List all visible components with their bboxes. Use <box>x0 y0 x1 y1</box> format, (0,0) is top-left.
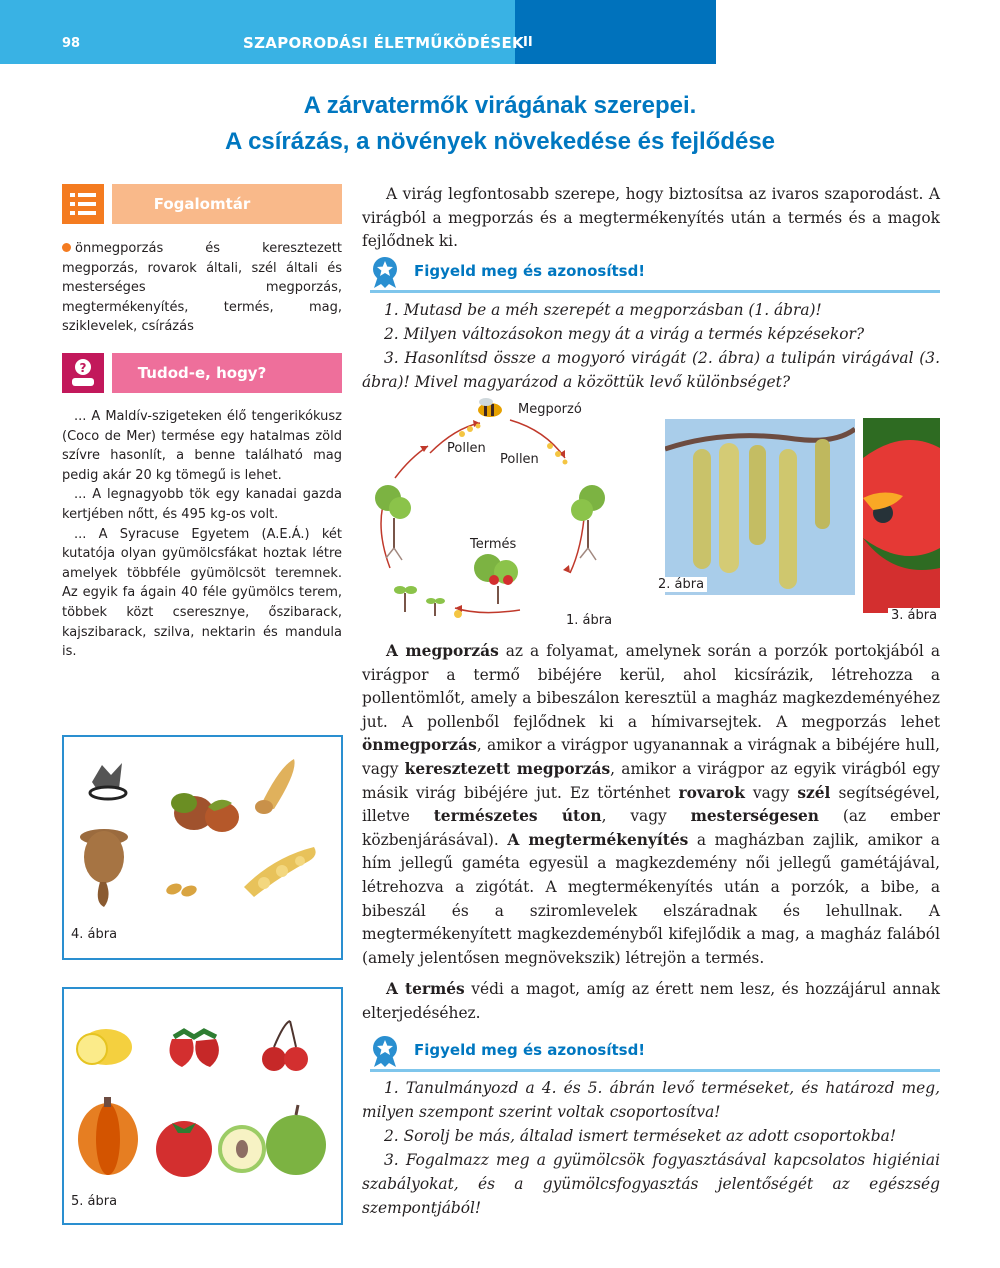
tomato-icon <box>156 1121 212 1177</box>
body-text: védi a magot, amíg az érett nem lesz, és hozzájárul annak elterjedéséhez. <box>362 980 940 1022</box>
task-box-1-divider <box>370 290 940 293</box>
task-item: 3. Hasonlítsd össze a mogyoró virágát (2. ábra) a tulipán virágával (3. ábra)! Mivel magyarázod a közöttük levő különbséget? <box>362 349 940 391</box>
plant-icon <box>571 485 605 560</box>
figure-3-tulip-photo <box>863 418 940 613</box>
wheat-grain-icon <box>165 882 198 899</box>
ribbon-badge-icon <box>370 1035 400 1067</box>
task-box-1-heading: Figyeld meg és azonosítsd! <box>414 262 646 280</box>
body-text: (az ember közbenjárásával). <box>362 807 940 849</box>
chapter-number: II <box>523 35 533 50</box>
label-termes: Termés <box>470 537 517 552</box>
hazelnut-icon <box>171 793 239 832</box>
list-icon <box>62 184 104 224</box>
task-box-2-items <box>362 1076 940 1220</box>
figure-5-illustration <box>64 989 341 1189</box>
task-box-1-items <box>362 298 940 394</box>
poppy-capsule-icon <box>80 829 128 907</box>
sunflower-seed-icon <box>90 763 126 799</box>
cherry-icon <box>262 1021 308 1071</box>
body-text: , amikor a virágpor ugyanannak a virágnak a bibéjére hull, vagy <box>362 736 940 778</box>
did-you-know-heading: Tudod-e, hogy? <box>137 364 267 382</box>
did-you-know-box-header <box>62 353 342 393</box>
glossary-box-header <box>62 184 342 224</box>
task-box-2-heading: Figyeld meg és azonosítsd! <box>414 1041 646 1059</box>
fact-item: ... A legnagyobb tök egy kanadai gazda kertjében nőtt, és 495 kg-os volt. <box>62 487 342 522</box>
body-text: a magházban zajlik, amikor a hím jellegű gaméta egyesül a magkezdemény női jellegű gamétájával, létrehozva a zigótát. A megtermékenyítés után a porzók, a bibe, a bibeszál és a sziromlevelek elszáradnak és lehullnak. A megtermékenyített magkezdeményből kifejlődik a mag, a magház falából (amely jelentősen megnövekszik) létrejön a termés. <box>362 830 940 967</box>
seedling-icon <box>394 586 462 618</box>
task-item: 1. Mutasd be a méh szerepét a megporzásban (1. ábra)! <box>384 301 822 319</box>
svg-text:?: ? <box>79 361 87 375</box>
figure-2-caption: 2. ábra <box>655 577 707 592</box>
term-termes: A termés <box>386 980 465 998</box>
figure-5-frame <box>62 987 343 1225</box>
figure-4-illustration <box>64 737 341 937</box>
glossary-heading: Fogalomtár <box>153 195 251 213</box>
ribbon-badge-icon <box>370 256 400 288</box>
body-text: , vagy <box>601 807 691 826</box>
label-megporzo: Megporzó <box>518 402 582 417</box>
did-you-know-text <box>62 407 342 662</box>
strawberry-icon <box>170 1031 219 1067</box>
bullet-dot-icon <box>62 243 71 252</box>
figure-2-hazel-catkins-photo <box>665 419 855 595</box>
body-text: vagy <box>744 783 798 802</box>
figure-4-frame <box>62 735 343 960</box>
body-paragraph-pollination <box>362 640 940 970</box>
fact-item: ... A Syracuse Egyetem (A.E.Á.) két kutatója olyan gyümölcsfákat hoztak létre amelyek többféle gyümölcsöt teremnek. Az egyik fa ágain 40 féle gyümölcs terem, többek közt cseresznye, őszibarack, kajszibarack, szilva, nektarin és mandula is. <box>62 526 342 660</box>
intro-paragraph: A virág legfontosabb szerepe, hogy biztosítsa az ivaros szaporodást. A virágból a megporzás és a megtermékenyítés után a termés és a magok fejlődnek ki. <box>362 185 940 251</box>
apple-icon <box>220 1105 326 1175</box>
task-item: 1. Tanulmányozd a 4. és 5. ábrán levő terméseket, és határozd meg, milyen szempont szerint voltak csoportosítva! <box>362 1079 940 1121</box>
body-text: az a folyamat, amelynek során a porzók portokjából a virágpor a termő bibéjére kerül, ahol kicsírázik, létrehozza a pollentömlőt, amely a bibeszálon keresztül a magház magkezdeményéhez jut. A pollenből fejlődnek ki a hímivarsejtek. A megporzás lehet <box>362 642 941 731</box>
term-szel: szél <box>797 783 831 802</box>
task-item: 2. Milyen változásokon megy át a virág a termés képzésekor? <box>384 325 865 343</box>
glossary-terms <box>62 239 342 337</box>
term-megporzas: A megporzás <box>386 642 499 660</box>
glossary-term-list: önmegporzás és keresztezett megporzás, rovarok általi, szél általi és mesterséges megporzás, megtermékenyítés, termés, mag, sziklevelek, csírázás <box>62 241 342 335</box>
figure-5-caption: 5. ábra <box>71 1194 118 1209</box>
body-text: , amikor a virágpor az egyik virágból egy másik virág bibéjére jut. Ez történhet <box>362 759 940 802</box>
bee-icon <box>478 398 502 417</box>
term-mesterségesen: mesterségesen <box>690 807 820 826</box>
term-termeszetes-uton: természetes úton <box>433 807 602 826</box>
task-box-2-divider <box>370 1069 940 1072</box>
label-pollen-left: Pollen <box>447 441 486 456</box>
chapter-title: SZAPORODÁSI ÉLETMŰKÖDÉSEK <box>243 34 524 52</box>
term-rovarok: rovarok <box>678 783 745 802</box>
maple-seed-icon <box>255 759 295 814</box>
figure-1-pollination-cycle <box>360 398 650 628</box>
term-keresztezett-megporzas: keresztezett megporzás <box>404 759 611 778</box>
lemon-icon <box>77 1029 132 1065</box>
task-item: 2. Sorolj be más, általad ismert terméseket az adott csoportokba! <box>384 1127 897 1145</box>
figure-1-caption: 1. ábra <box>563 613 615 628</box>
figure-4-caption: 4. ábra <box>71 927 118 942</box>
header-chapter-tab <box>515 0 716 64</box>
question-person-icon <box>62 353 104 393</box>
lesson-title-line-1: A zárvatermők virágának szerepei. <box>303 92 697 119</box>
task-box-1-header <box>370 256 940 292</box>
task-box-2-header <box>370 1035 940 1071</box>
term-onmegporzas: önmegporzás <box>362 736 477 755</box>
page-header <box>0 0 716 64</box>
header-band <box>0 0 515 64</box>
body-paragraph-fruit <box>362 978 940 1025</box>
term-megtermekenyites: A megtermékenyítés <box>507 830 689 849</box>
strawberry-plant-icon <box>474 554 518 604</box>
tulip-flower-icon <box>863 418 940 613</box>
figure-3-caption: 3. ábra <box>888 608 940 623</box>
hazel-catkin-icon <box>665 419 855 595</box>
page-number: 98 <box>62 36 81 51</box>
bean-pod-icon <box>244 847 316 897</box>
task-item: 3. Fogalmazz meg a gyümölcsök fogyasztásával kapcsolatos higiéniai szabályokat, és a gyümölcsfogyasztás jelentőségét az egészség szempontjából! <box>362 1151 940 1217</box>
body-text: segítségével, illetve <box>362 783 940 826</box>
pumpkin-icon <box>78 1097 138 1175</box>
fact-item: ... A Maldív-szigeteken élő tengerikókusz (Coco de Mer) termése egy hatalmas zöld szívre hasonlít, a benne található mag pedig akár 20 kg tömegű is lehet. <box>62 409 342 483</box>
label-pollen-right: Pollen <box>500 452 539 467</box>
lesson-title-line-2: A csírázás, a növények növekedése és fejlődése <box>224 128 776 155</box>
